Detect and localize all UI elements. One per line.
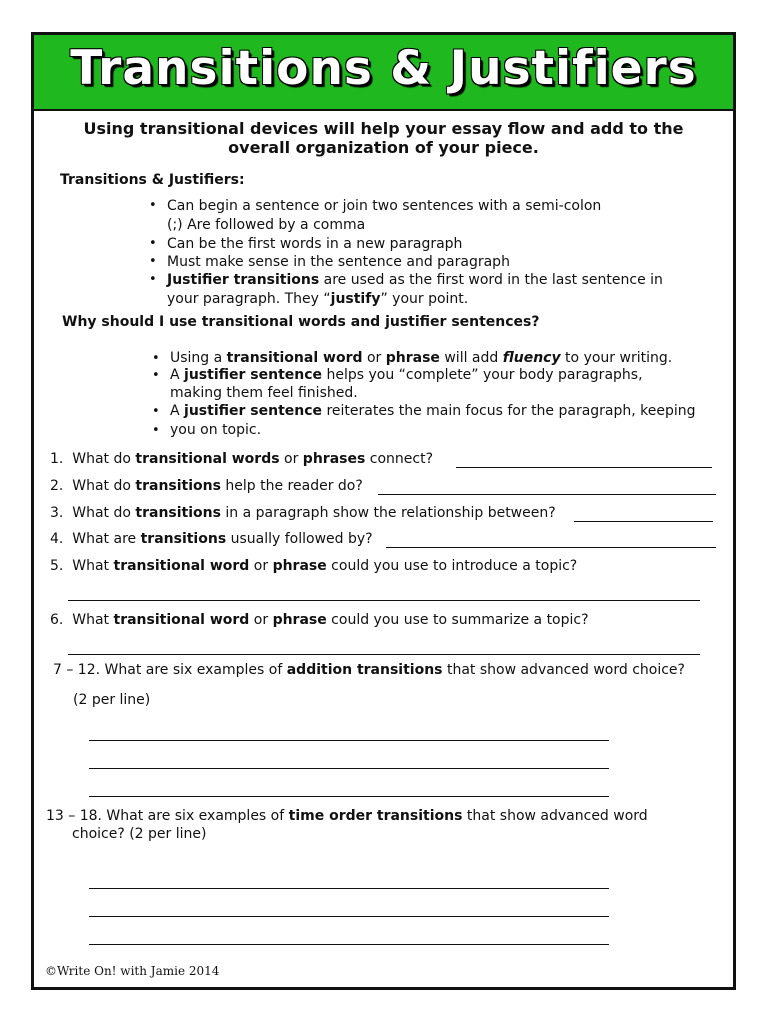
answer-line-q1[interactable]: [456, 467, 712, 468]
answer-line-q2[interactable]: [378, 494, 716, 495]
bullet-dot: •: [152, 351, 160, 366]
s1-bullet3: Must make sense in the sentence and paragraph: [167, 254, 510, 270]
answer-line-q5[interactable]: [68, 600, 700, 601]
answer-line-q11-12[interactable]: [89, 796, 609, 797]
answer-line-q7-8[interactable]: [89, 740, 609, 741]
copyright-footer: ©Write On! with Jamie 2014: [45, 964, 220, 978]
question-6: 6. What transitional word or phrase could you use to summarize a topic?: [50, 612, 589, 628]
section2-heading: Why should I use transitional words and justifier sentences?: [62, 314, 540, 330]
s2-bullet2-line2: making them feel finished.: [170, 385, 358, 401]
s1-bullet2: Can be the first words in a new paragraph: [167, 236, 463, 252]
bullet-dot: •: [149, 236, 157, 251]
answer-line-q3[interactable]: [574, 521, 713, 522]
answer-line-q6[interactable]: [68, 654, 700, 655]
bullet-dot: •: [152, 368, 160, 383]
s2-bullet2-line1: A justifier sentence helps you “complete” your body paragraphs,: [170, 367, 643, 383]
intro-line-1: Using transitional devices will help your essay flow and add to the: [83, 119, 684, 138]
question-1: 1. What do transitional words or phrases connect?: [50, 451, 434, 467]
s1-bullet1-line1: Can begin a sentence or join two sentences with a semi-colon: [167, 198, 602, 214]
s2-bullet4: you on topic.: [170, 422, 262, 438]
s2-bullet3: A justifier sentence reiterates the main focus for the paragraph, keeping: [170, 403, 696, 419]
question-3: 3. What do transitions in a paragraph show the relationship between?: [50, 505, 556, 521]
bullet-dot: •: [149, 198, 157, 213]
s2-bullet1: Using a transitional word or phrase will add fluency to your writing.: [170, 350, 673, 366]
bullet-dot: •: [152, 404, 160, 419]
s1-bullet4-line1: Justifier transitions are used as the first word in the last sentence in: [167, 272, 663, 288]
intro-line-2: overall organization of your piece.: [228, 138, 539, 157]
answer-line-q15-16[interactable]: [89, 916, 609, 917]
bullet-dot: •: [149, 272, 157, 287]
answer-line-q17-18[interactable]: [89, 944, 609, 945]
answer-line-q13-14[interactable]: [89, 888, 609, 889]
question-4: 4. What are transitions usually followed by?: [50, 531, 373, 547]
question-7-12: 7 – 12. What are six examples of addition transitions that show advanced word choice?: [53, 662, 685, 678]
answer-line-q9-10[interactable]: [89, 768, 609, 769]
question-2: 2. What do transitions help the reader do?: [50, 478, 363, 494]
s1-bullet1-line2: (;) Are followed by a comma: [167, 217, 366, 233]
worksheet-frame: [31, 32, 736, 990]
title-banner: [34, 35, 733, 111]
question-5: 5. What transitional word or phrase could you use to introduce a topic?: [50, 558, 578, 574]
answer-line-q4[interactable]: [386, 547, 716, 548]
question-13-18-line2: choice? (2 per line): [72, 826, 207, 842]
bullet-dot: •: [152, 423, 160, 438]
question-13-18: 13 – 18. What are six examples of time order transitions that show advanced word: [46, 808, 648, 824]
page-title: Transitions & Justifiers: [70, 41, 697, 96]
section1-heading: Transitions & Justifiers:: [60, 172, 245, 188]
s1-bullet4-line2: your paragraph. They “justify” your point.: [167, 291, 469, 307]
bullet-dot: •: [149, 254, 157, 269]
question-7-12-note: (2 per line): [73, 692, 151, 708]
